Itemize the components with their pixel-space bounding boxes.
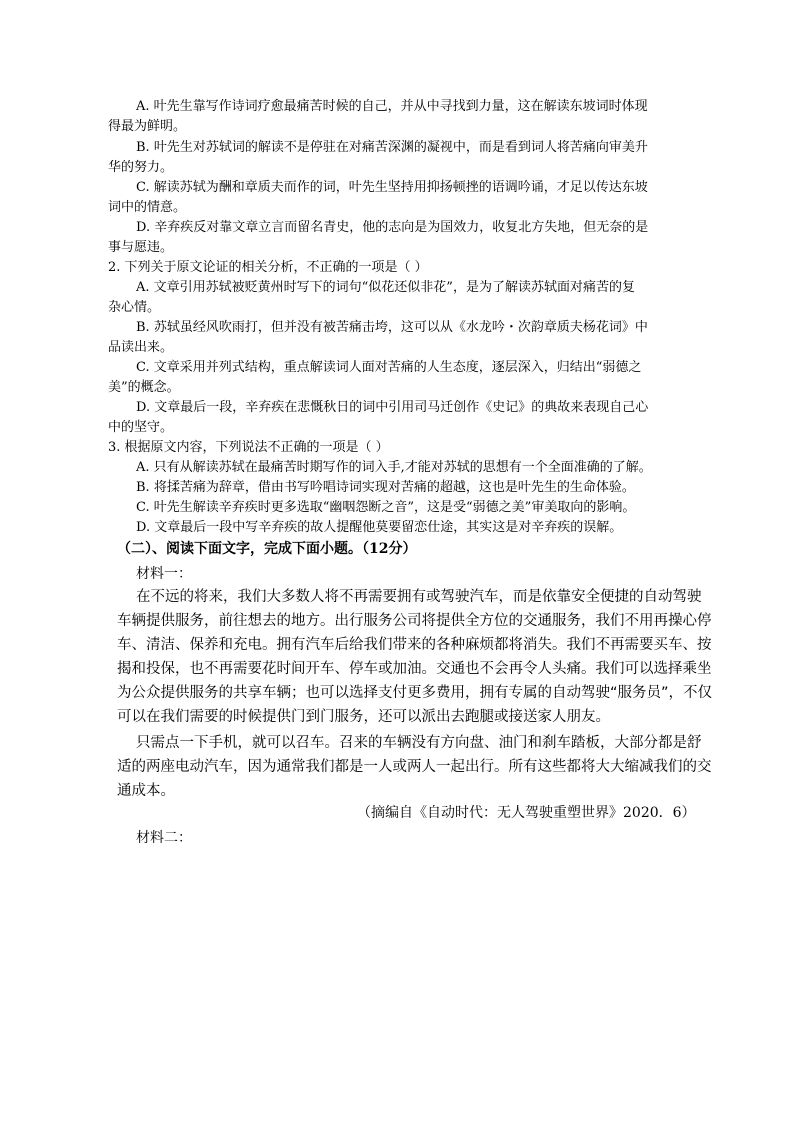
material1-para2-line1: 只需点一下手机，就可以召车。召来的车辆没有方向盘、油门和刹车踏板，大部分都是舒 xyxy=(136,735,702,751)
q2-option-c-line2: 美”的概念。 xyxy=(108,380,180,395)
q3-option-b: B. 将揉苦痛为辞章，借由书写吟唱诗词实现对苦痛的超越，这也是叶先生的生命体验。 xyxy=(136,480,635,495)
material1-para1-line6: 可以在我们需要的时候提供门到门服务，还可以派出去跑腿或接送家人朋友。 xyxy=(117,709,610,725)
q3-option-a: A. 只有从解读苏轼在最痛苦时期写作的词入手,才能对苏轼的思想有一个全面准确的了解。 xyxy=(136,460,652,475)
q2-option-d-line2: 中的坚守。 xyxy=(108,420,174,435)
material1-para2-line3: 通成本。 xyxy=(117,783,175,799)
material1-para1-line3: 车、清洁、保养和充电。拥有汽车后给我们带来的各种麻烦都将消失。我们不再需要买车、按 xyxy=(117,637,712,653)
q1-option-b-line1: B. 叶先生对苏轼词的解读不是停驻在对痛苦深渊的凝视中，而是看到词人将苦痛向审美升 xyxy=(136,140,648,155)
q1-option-c-line2: 词中的情意。 xyxy=(108,200,187,215)
q3-option-c: C. 叶先生解读辛弃疾时更多选取“幽咽怨断之音”，这是受“弱德之美”审美取向的影响。 xyxy=(136,500,636,515)
q2-option-d-line1: D. 文章最后一段，辛弃疾在悲慨秋日的词中引用司马迁创作《史记》的典故来表现自己心 xyxy=(136,400,649,415)
section-heading: （二）、阅读下面文字，完成下面小题。（12分） xyxy=(117,541,417,557)
material1-para1-line4: 揭和投保，也不再需要花时间开车、停车或加油。交通也不会再令人头痛。我们可以选择乘坐 xyxy=(117,661,712,677)
q1-option-a-line1: A. 叶先生靠写作诗词疗愈最痛苦时候的自己，并从中寻找到力量，这在解读东坡词时体现 xyxy=(136,99,648,114)
material1-para1-line2: 车辆提供服务，前往想去的地方。出行服务公司将提供全方位的交通服务，我们不用再操心停 xyxy=(117,613,712,629)
q2-option-c-line1: C. 文章采用并列式结构，重点解读词人面对苦痛的人生态度，逐层深入，归结出“弱德之 xyxy=(136,360,642,375)
material1-para1-line1: 在不远的将来，我们大多数人将不再需要拥有或驾驶汽车，而是依靠安全便捷的自动驾驶 xyxy=(136,589,702,605)
material1-source: （摘编自《自动时代：无人驾驶重塑世界》2020．6） xyxy=(357,805,696,821)
q2-stem: 2. 下列关于原文论证的相关分析，不正确的一项是（ ） xyxy=(108,260,428,275)
q1-option-a-line2: 得最为鲜明。 xyxy=(108,119,187,134)
q2-option-b-line2: 品读出来。 xyxy=(108,340,174,355)
q3-option-d: D. 文章最后一段中写辛弃疾的故人提醒他莫要留恋仕途，其实这是对辛弃疾的误解。 xyxy=(136,520,623,535)
q2-option-a-line2: 杂心情。 xyxy=(108,300,161,315)
q1-option-b-line2: 华的努力。 xyxy=(108,160,174,175)
q1-option-d-line2: 事与愿违。 xyxy=(108,240,174,255)
material2-title: 材料二： xyxy=(136,830,192,846)
q1-option-d-line1: D. 辛弃疾反对靠文章立言而留名青史，他的志向是为国效力，收复北方失地，但无奈的是 xyxy=(136,220,649,235)
q3-stem: 3. 根据原文内容，下列说法不正确的一项是（ ） xyxy=(108,440,389,455)
q2-option-a-line1: A. 文章引用苏轼被贬黄州时写下的词句“似花还似非花”，是为了解读苏轼面对痛苦的复 xyxy=(136,280,635,295)
q1-option-c-line1: C. 解读苏轼为酬和章质夫而作的词，叶先生坚持用抑扬顿挫的语调吟诵，才足以传达东坡 xyxy=(136,180,648,195)
q2-option-b-line1: B. 苏轼虽经风吹雨打，但并没有被苦痛击垮，这可以从《水龙吟・次韵章质夫杨花词》中 xyxy=(136,320,648,335)
material1-para2-line2: 适的两座电动汽车，因为通常我们都是一人或两人一起出行。所有这些都将大大缩减我们的交 xyxy=(117,759,712,775)
material1-title: 材料一： xyxy=(136,566,192,582)
material1-para1-line5: 为公众提供服务的共享车辆；也可以选择支付更多费用，拥有专属的自动驾驶“服务员”，不仅 xyxy=(117,685,713,701)
